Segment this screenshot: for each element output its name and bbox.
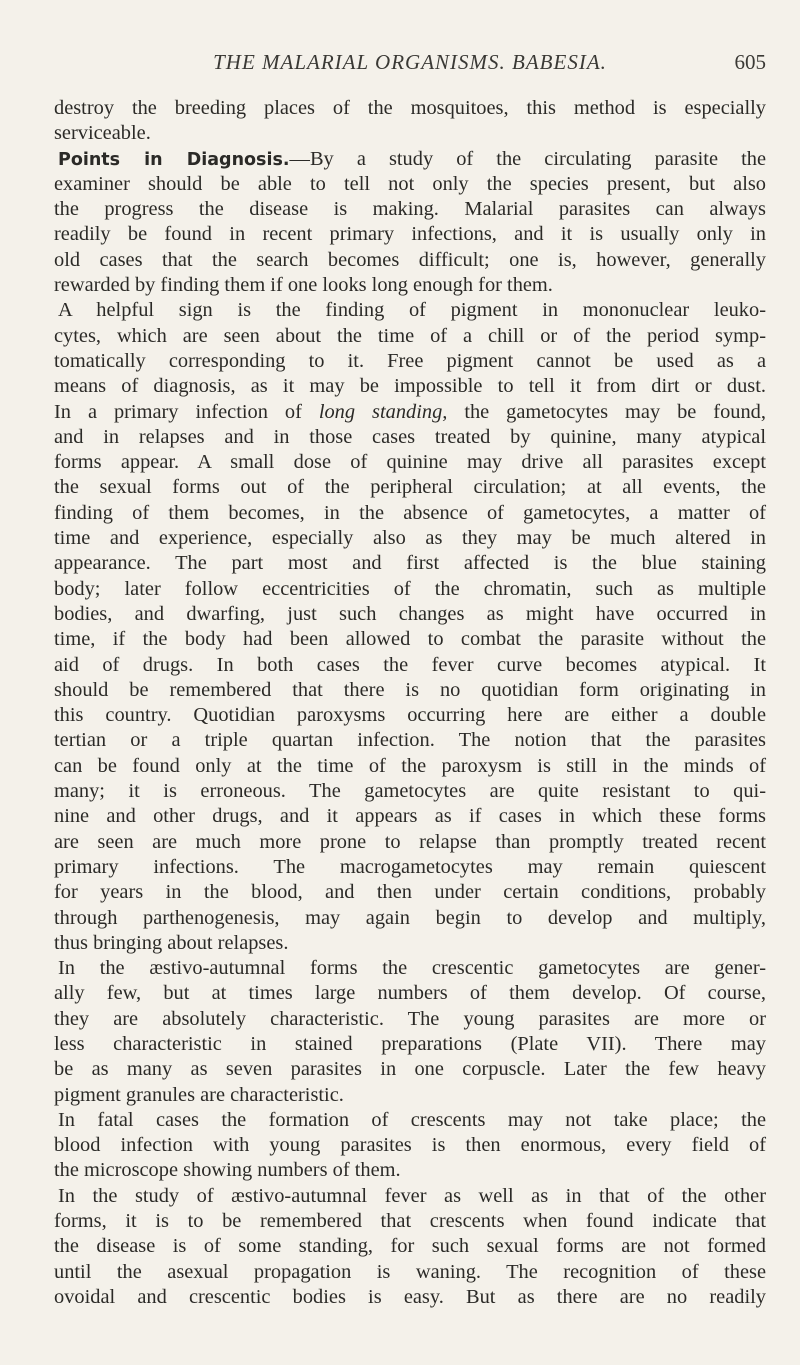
emphasis: long standing, (318, 400, 448, 423)
text-line: destroy the breeding places of the mosquitoes, this method is especially (54, 97, 766, 119)
text-line: examiner should be able to tell not only the species present, but also (54, 172, 766, 195)
text-line: and in relapses and in those cases treated by quinine, many atypical (54, 425, 766, 448)
text-line: the sexual forms out of the peripheral circulation; at all events, the (54, 476, 766, 499)
text-line: aid of drugs. In both cases the fever curve becomes atypical. It (54, 653, 766, 676)
text-line: through parthenogenesis, may again begin to develop and multiply, (54, 906, 766, 929)
text-line: the microscope showing numbers of them. (54, 1159, 401, 1182)
text-line: bodies, and dwarfing, just such changes as might have occurred in (54, 602, 766, 625)
page-number: 605 (734, 50, 766, 74)
text-line: they are absolutely characteristic. The young parasites are more or (54, 1007, 766, 1030)
body-text (54, 96, 766, 1310)
text-line: should be remembered that there is no quotidian form originating in (54, 678, 766, 701)
text-line: serviceable. (54, 122, 151, 145)
text-line: this country. Quotidian paroxysms occurring here are either a double (54, 704, 766, 727)
text-line: time and experience, especially also as they may be much altered in (54, 527, 766, 550)
text-line: appearance. The part most and first affected is the blue staining (54, 552, 766, 575)
text-line: In a primary infection of long standing, the gametocytes may be found, (54, 400, 766, 423)
text-line: ally few, but at times large numbers of them develop. Of course, (54, 982, 766, 1005)
text-line: In the study of æstivo-autumnal fever as well as in that of the other (58, 1184, 766, 1207)
text-line: body; later follow eccentricities of the chromatin, such as multiple (54, 577, 766, 600)
text-line: are seen are much more prone to relapse than promptly treated recent (54, 830, 766, 853)
text-line: readily be found in recent primary infections, and it is usually only in (54, 223, 766, 246)
section-heading-line: Points in Diagnosis.—By a study of the circulating parasite the (58, 147, 766, 170)
text-line: pigment granules are characteristic. (54, 1083, 344, 1106)
text-line: the progress the disease is making. Malarial parasites can always (54, 198, 766, 221)
text-line: can be found only at the time of the paroxysm is still in the minds of (54, 754, 766, 777)
section-heading: Points in Diagnosis. (58, 149, 290, 170)
text-line: cytes, which are seen about the time of a chill or of the period symp- (54, 324, 766, 347)
text-line: In fatal cases the formation of crescents may not take place; the (58, 1108, 766, 1131)
text-line: time, if the body had been allowed to combat the parasite without the (54, 628, 766, 651)
text-line: tomatically corresponding to it. Free pigment cannot be used as a (54, 349, 766, 372)
running-title: THE MALARIAL ORGANISMS. BABESIA. (213, 50, 607, 74)
text-line: less characteristic in stained preparations (Plate VII). There may (54, 1032, 766, 1055)
text-line: forms appear. A small dose of quinine may drive all parasites except (54, 451, 766, 474)
text-line: old cases that the search becomes difficult; one is, however, generally (54, 248, 766, 271)
text-line: forms, it is to be remembered that crescents when found indicate that (54, 1210, 766, 1233)
text-line: for years in the blood, and then under certain conditions, probably (54, 881, 766, 904)
text-line: ovoidal and crescentic bodies is easy. But as there are no readily (54, 1285, 766, 1308)
text-line: means of diagnosis, as it may be impossible to tell it from dirt or dust. (54, 375, 766, 398)
text-line: be as many as seven parasites in one corpuscle. Later the few heavy (54, 1058, 766, 1081)
running-head (54, 50, 766, 80)
text-line: the disease is of some standing, for such sexual forms are not formed (54, 1235, 766, 1258)
text-line: blood infection with young parasites is then enormous, every field of (54, 1134, 766, 1157)
text-line: finding of them becomes, in the absence of gametocytes, a matter of (54, 501, 766, 524)
text-line: rewarded by finding them if one looks long enough for them. (54, 274, 553, 297)
text-line: tertian or a triple quartan infection. The notion that the parasites (54, 729, 766, 752)
text-line: A helpful sign is the finding of pigment in mononuclear leuko- (58, 299, 766, 322)
text-line: thus bringing about relapses. (54, 931, 289, 954)
text-line: nine and other drugs, and it appears as if cases in which these forms (54, 805, 766, 828)
text-line: many; it is erroneous. The gametocytes are quite resistant to qui- (54, 780, 766, 803)
text-line: In the æstivo-autumnal forms the crescentic gametocytes are gener- (58, 957, 766, 980)
text-line: primary infections. The macrogametocytes may remain quiescent (54, 855, 766, 878)
text-line: until the asexual propagation is waning. The recognition of these (54, 1260, 766, 1283)
